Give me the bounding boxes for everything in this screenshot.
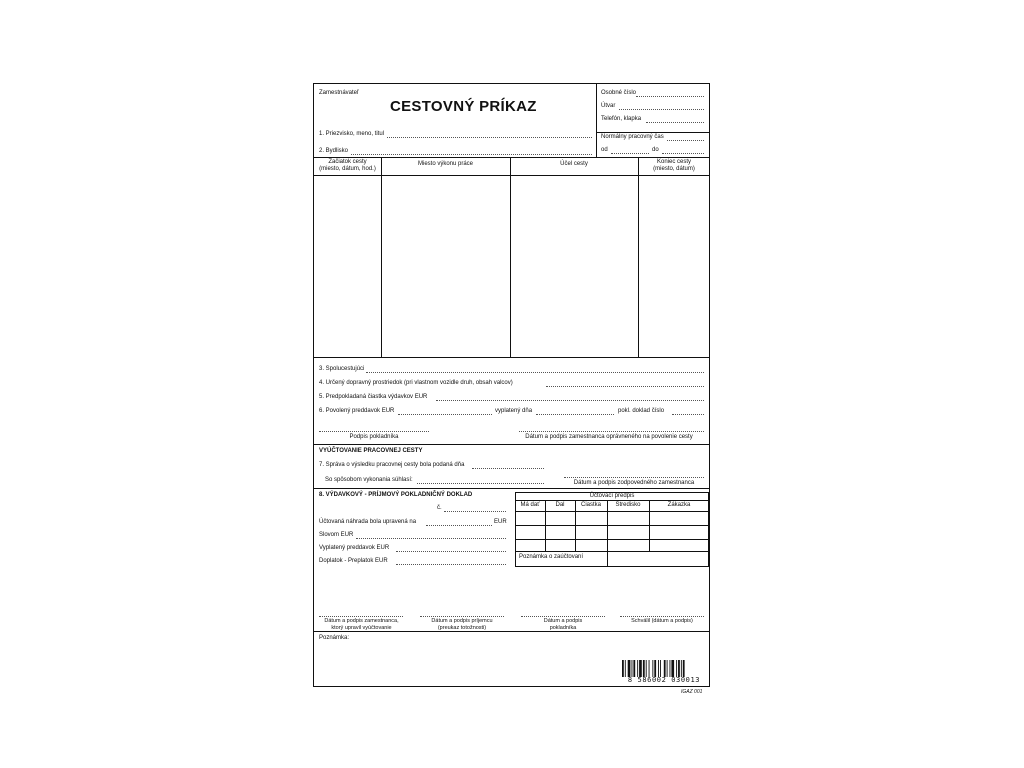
report-date-field[interactable] — [472, 468, 544, 469]
name-label: 1. Priezvisko, meno, titul — [319, 131, 385, 137]
accounting-col-debit: Má dať — [520, 502, 540, 508]
work-time-field[interactable] — [667, 140, 704, 141]
transport-label: 4. Určený dopravný prostriedok (pri vlastnom vozidle druh, obsah valcov) — [319, 380, 513, 386]
note-label: Poznámka: — [319, 635, 350, 641]
accounting-col-line — [607, 500, 608, 567]
note-area[interactable] — [315, 642, 615, 686]
notes-line — [314, 631, 710, 632]
personal-number-label: Osobné číslo — [601, 90, 637, 96]
surcharge-field[interactable] — [396, 564, 506, 565]
report-label: 7. Správa o výsledku pracovnej cesty bola podaná dňa — [319, 462, 465, 468]
approved-label: So spôsobom vykonania súhlasí: — [325, 477, 413, 483]
col-work-place: Miesto výkonu práce — [417, 161, 474, 167]
header-divider — [596, 84, 597, 132]
accounting-col-amount: Čiastka — [580, 502, 601, 508]
responsible-signature-caption: Dátum a podpis zodpovedného zamestnanca — [573, 480, 695, 486]
paid-day-label: vyplatený dňa — [495, 408, 533, 414]
phone-field[interactable] — [646, 122, 704, 123]
accounting-row-line — [515, 551, 709, 552]
accounting-note-label: Poznámka o zaúčtovaní — [519, 554, 584, 560]
employer-label: Zamestnávateľ — [319, 90, 359, 96]
to-label: do — [652, 147, 659, 153]
accounting-col-credit: Dal — [555, 502, 565, 508]
settlement-heading: VYÚČTOVANIE PRACOVNEJ CESTY — [319, 448, 423, 454]
accounting-col-line — [575, 500, 576, 551]
accounting-col-center: Stredisko — [615, 502, 641, 508]
in-words-field[interactable] — [356, 538, 506, 539]
fellow-travelers-label: 3. Spolucestujúci — [319, 366, 365, 372]
adjusted-label: Účtovaná náhrada bola upravená na — [319, 519, 417, 525]
approved-field[interactable] — [417, 483, 544, 484]
voucher-number-label: č. — [437, 505, 442, 511]
work-time-label: Normálny pracovný čas — [601, 134, 664, 140]
cash-doc-field[interactable] — [672, 414, 704, 415]
authorizing-signature-caption: Dátum a podpis zamestnanca oprávneného na povolenie cesty — [525, 434, 693, 440]
voucher-heading: 8. VÝDAVKOVÝ - PRÍJMOVÝ POKLADNIČNÝ DOKLAD — [319, 492, 473, 498]
from-field[interactable] — [611, 153, 649, 154]
residence-field[interactable] — [351, 154, 592, 155]
trip-cell[interactable] — [315, 176, 380, 356]
signature-caption-recipient: Dátum a podpis príjemcu (preukaz totožnosti) — [431, 618, 493, 631]
trip-cell[interactable] — [639, 176, 709, 356]
section-line-settlement — [314, 444, 710, 445]
adjusted-unit: EUR — [494, 519, 507, 525]
paid-day-field[interactable] — [536, 414, 614, 415]
accounting-col-line — [649, 500, 650, 551]
signature-caption-adjuster: Dátum a podpis zamestnanca, ktorý upravil vyúčtovanie — [324, 618, 399, 631]
advance-paid-field[interactable] — [396, 551, 506, 552]
form-title: CESTOVNÝ PRÍKAZ — [390, 98, 537, 115]
advance-field[interactable] — [398, 414, 492, 415]
authorizing-signature-line[interactable] — [519, 431, 704, 432]
advance-paid-label: Vyplatený preddavok EUR — [319, 545, 390, 551]
to-field[interactable] — [662, 153, 704, 154]
expected-amount-field[interactable] — [436, 400, 704, 401]
form-code: IGAZ 001 — [681, 689, 703, 695]
fellow-travelers-field[interactable] — [366, 372, 704, 373]
adjusted-field[interactable] — [426, 525, 492, 526]
signature-line[interactable] — [521, 616, 605, 617]
in-words-label: Slovom EUR — [319, 532, 354, 538]
signature-line[interactable] — [420, 616, 504, 617]
col-trip-purpose: Účel cesty — [560, 161, 588, 167]
barcode — [620, 660, 708, 684]
accounting-title: Účtovací predpis — [589, 493, 635, 499]
voucher-number-field[interactable] — [444, 511, 506, 512]
trip-cell[interactable] — [511, 176, 637, 356]
table-top-line — [314, 157, 710, 158]
cash-doc-label: pokl. doklad číslo — [618, 408, 665, 414]
department-field[interactable] — [619, 109, 704, 110]
responsible-signature-line[interactable] — [564, 477, 704, 478]
barcode-bars — [620, 660, 708, 677]
residence-label: 2. Bydlisko — [319, 148, 349, 154]
from-label: od — [601, 147, 608, 153]
surcharge-label: Doplatok - Preplatok EUR — [319, 558, 388, 564]
accounting-col-order: Zákazka — [667, 502, 691, 508]
travel-order-form — [313, 83, 710, 687]
accounting-col-line — [545, 500, 546, 551]
header-divider-lower — [596, 132, 597, 157]
signature-line[interactable] — [620, 616, 704, 617]
name-field[interactable] — [387, 137, 592, 138]
header-line — [596, 132, 710, 133]
signature-line[interactable] — [319, 616, 403, 617]
table-bottom-line — [314, 357, 710, 358]
expected-amount-label: 5. Predpokladaná čiastka výdavkov EUR — [319, 394, 428, 400]
col-trip-end: Koniec cesty (miesto, dátum) — [653, 159, 695, 172]
cashier-signature-line[interactable] — [319, 431, 429, 432]
section-line-voucher — [314, 488, 710, 489]
transport-field[interactable] — [546, 386, 704, 387]
trip-cell[interactable] — [382, 176, 509, 356]
signature-caption-approver: Schválil (dátum a podpis) — [631, 618, 693, 624]
cashier-signature-caption: Podpis pokladníka — [349, 434, 399, 440]
personal-number-field[interactable] — [636, 96, 704, 97]
col-trip-start: Začiatok cesty (miesto, dátum, hod.) — [319, 159, 376, 172]
department-label: Útvar — [601, 103, 616, 109]
signature-caption-cashier: Dátum a podpis pokladníka — [543, 618, 583, 631]
barcode-number: 8 586002 030013 — [627, 676, 701, 684]
advance-label: 6. Povolený preddavok EUR — [319, 408, 395, 414]
phone-label: Telefón, klapka — [601, 116, 642, 122]
